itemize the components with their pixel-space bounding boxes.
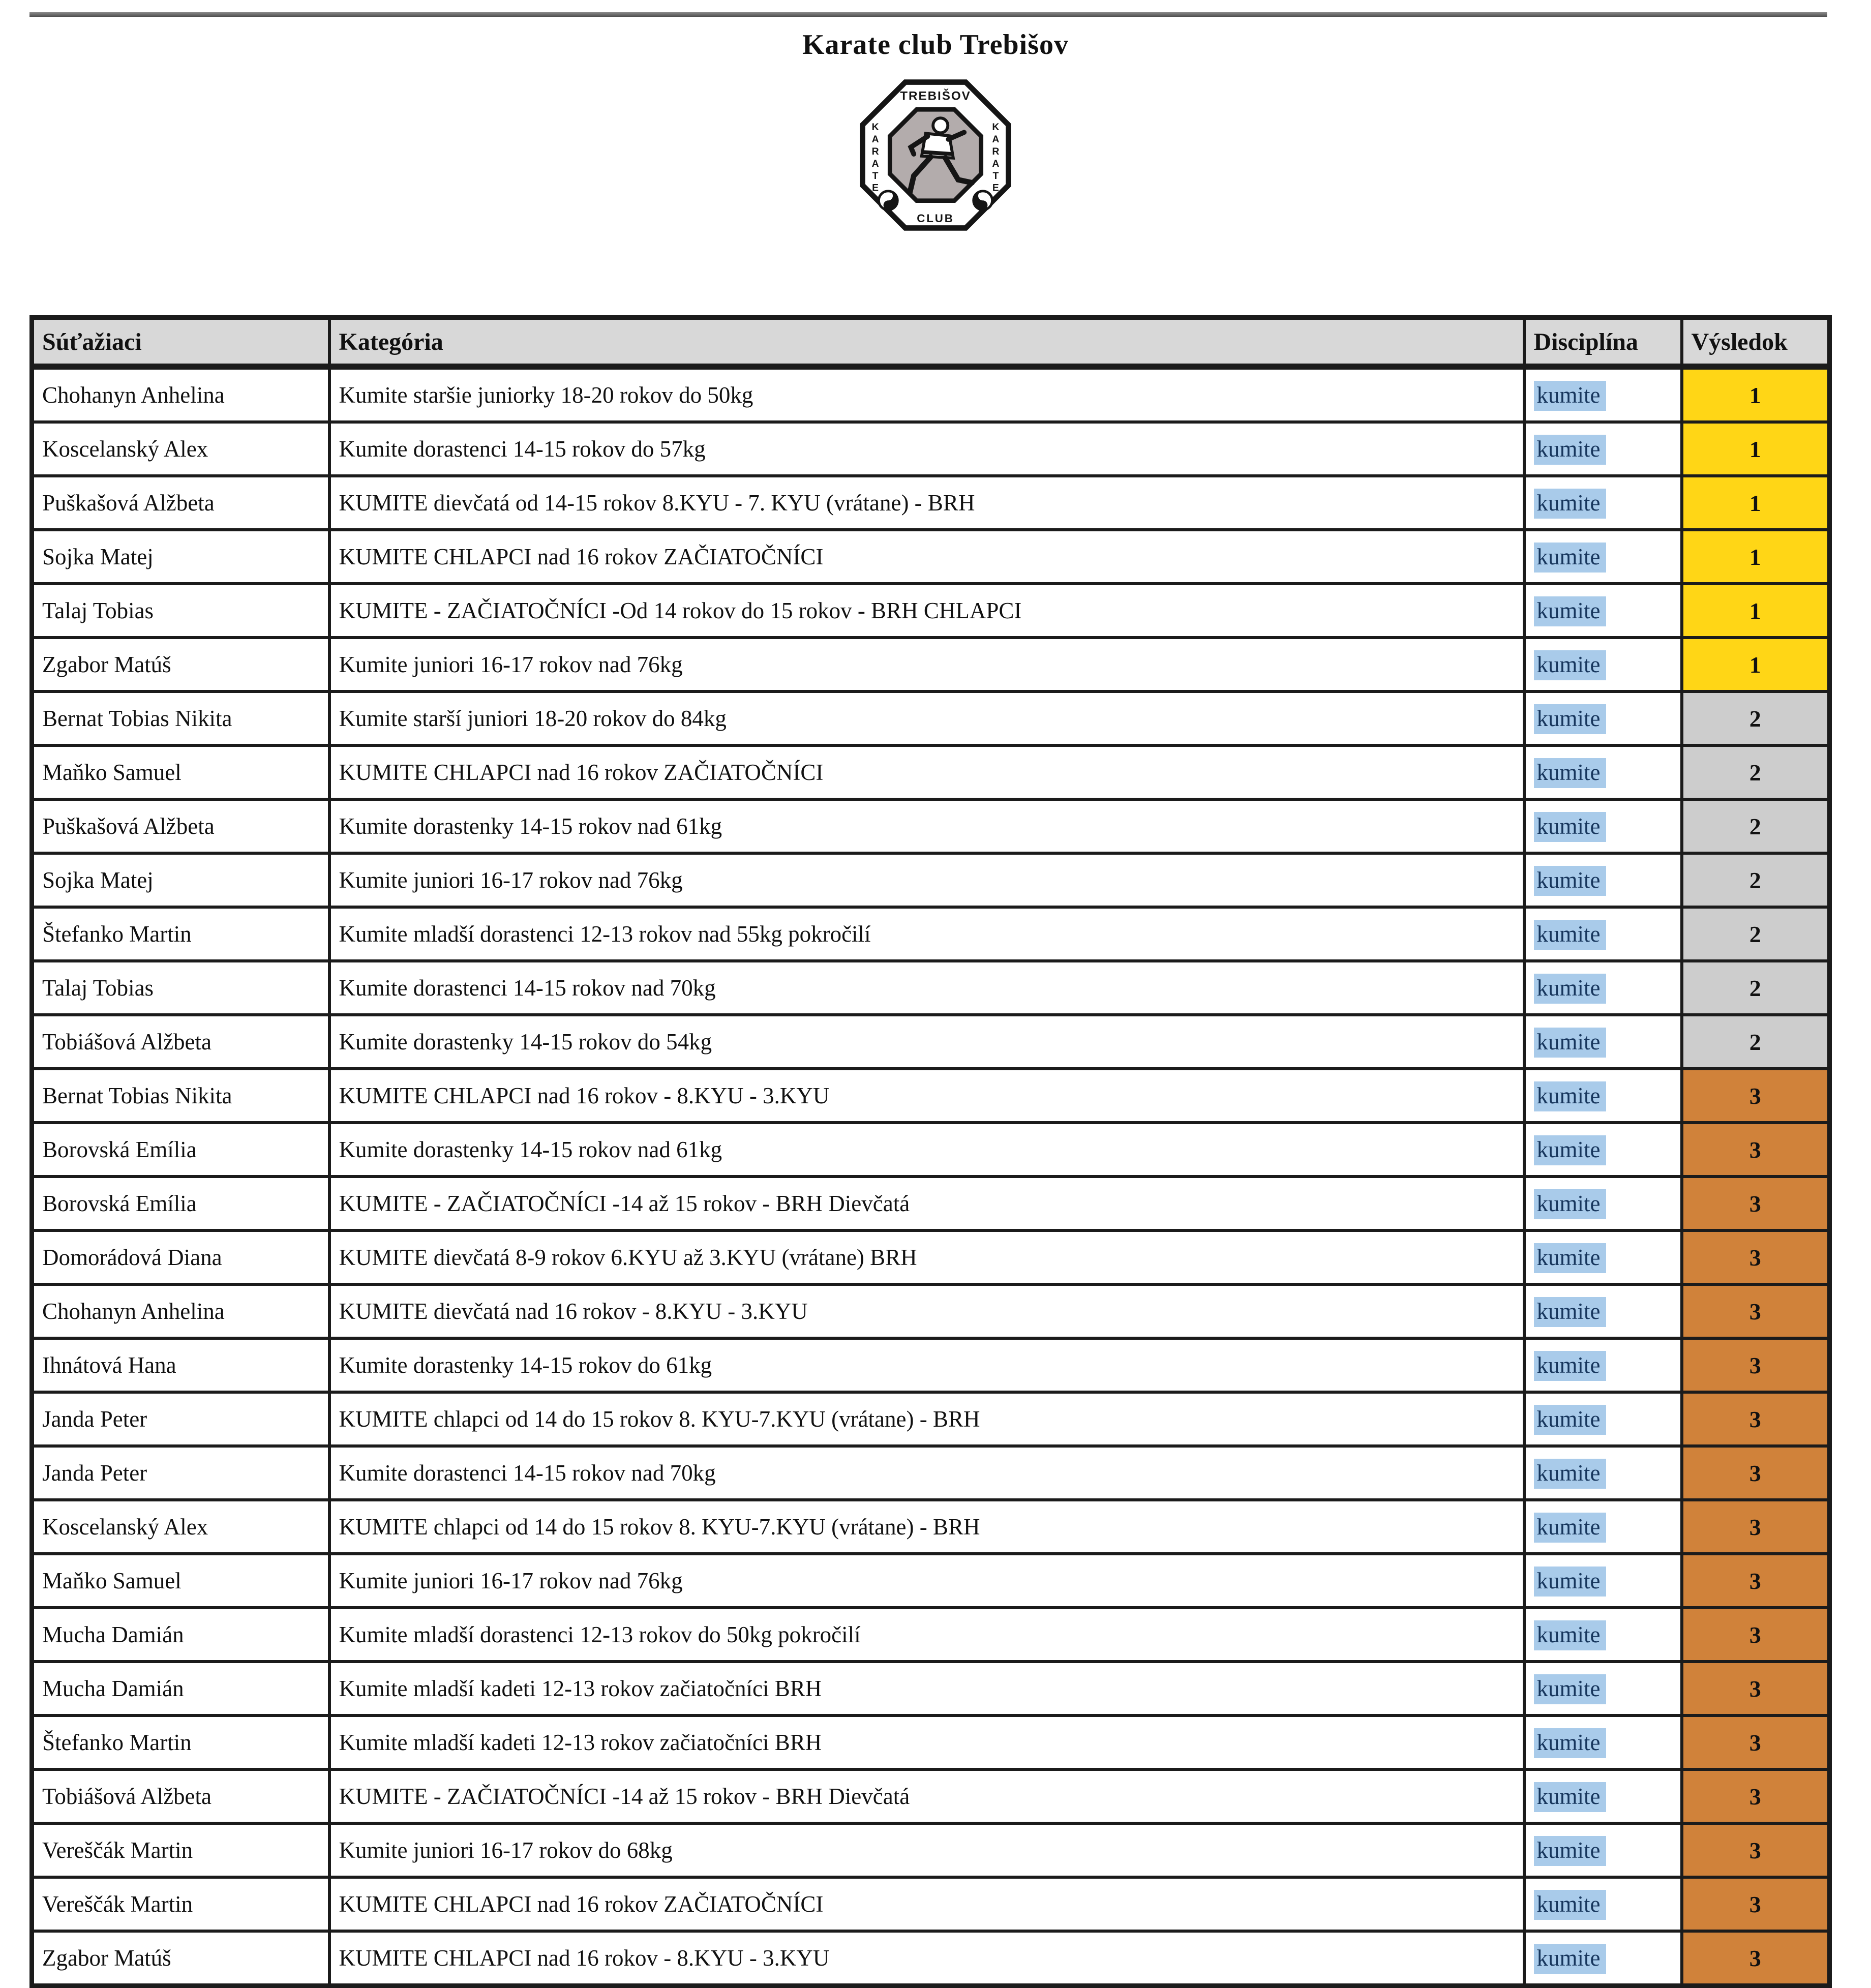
discipline-cell [1524,1769,1682,1823]
category-cell: KUMITE - ZAČIATOČNÍCI -Od 14 rokov do 15 rokov - BRH CHLAPCI [329,584,1524,638]
competitor-name-cell: Vereščák Martin [32,1877,329,1931]
discipline-cell [1524,1230,1682,1284]
discipline-highlight: kumite [1534,1674,1607,1704]
result-cell: 3 [1682,1877,1830,1931]
discipline-cell [1524,1284,1682,1338]
category-cell: Kumite dorastenky 14-15 rokov nad 61kg [329,799,1524,853]
result-cell: 3 [1682,1446,1830,1500]
table-row [32,584,1830,638]
table-row [32,1662,1830,1715]
logo-left-circle-icon [879,191,897,210]
table-row [32,1015,1830,1069]
competitor-name-cell: Zgabor Matúš [32,1931,329,1986]
competitor-name-cell: Chohanyn Anhelina [32,367,329,422]
column-header-result: Výsledok [1682,318,1830,367]
discipline-cell [1524,1177,1682,1230]
result-cell: 3 [1682,1931,1830,1986]
results-table-body [32,367,1830,1986]
results-table [29,315,1832,1988]
discipline-highlight: kumite [1534,974,1607,1004]
competitor-name-cell: Bernat Tobias Nikita [32,691,329,745]
result-cell: 1 [1682,476,1830,530]
category-cell: Kumite juniori 16-17 rokov nad 76kg [329,638,1524,691]
category-cell: Kumite juniori 16-17 rokov nad 76kg [329,853,1524,907]
competitor-name-cell: Vereščák Martin [32,1823,329,1877]
discipline-cell [1524,961,1682,1015]
table-row [32,1608,1830,1662]
result-cell: 3 [1682,1823,1830,1877]
result-cell: 3 [1682,1123,1830,1177]
category-cell: KUMITE chlapci od 14 do 15 rokov 8. KYU-7.KYU (vrátane) - BRH [329,1500,1524,1554]
discipline-cell [1524,367,1682,422]
discipline-highlight: kumite [1534,435,1607,465]
competitor-name-cell: Puškašová Alžbeta [32,476,329,530]
result-cell: 3 [1682,1715,1830,1769]
discipline-cell [1524,691,1682,745]
discipline-cell [1524,907,1682,961]
competitor-name-cell: Domorádová Diana [32,1230,329,1284]
table-row [32,1338,1830,1392]
discipline-cell [1524,1608,1682,1662]
result-cell: 3 [1682,1284,1830,1338]
competitor-name-cell: Mucha Damián [32,1608,329,1662]
category-cell: Kumite mladší kadeti 12-13 rokov začiatočníci BRH [329,1662,1524,1715]
discipline-highlight: kumite [1534,704,1607,734]
discipline-highlight: kumite [1534,1782,1607,1812]
table-header-row [32,318,1830,367]
category-cell: Kumite mladší kadeti 12-13 rokov začiatočníci BRH [329,1715,1524,1769]
discipline-highlight: kumite [1534,1028,1607,1058]
page-title: Karate club Trebišov [802,29,1069,61]
table-row [32,530,1830,584]
competitor-name-cell: Štefanko Martin [32,907,329,961]
competitor-name-cell: Ihnátová Hana [32,1338,329,1392]
discipline-highlight: kumite [1534,1620,1607,1650]
discipline-highlight: kumite [1534,920,1607,950]
table-row [32,1230,1830,1284]
table-row [32,1823,1830,1877]
discipline-highlight: kumite [1534,1890,1607,1920]
table-row [32,422,1830,476]
category-cell: KUMITE dievčatá od 14-15 rokov 8.KYU - 7. KYU (vrátane) - BRH [329,476,1524,530]
discipline-cell [1524,1931,1682,1986]
discipline-highlight: kumite [1534,1459,1607,1489]
discipline-highlight: kumite [1534,596,1607,626]
competitor-name-cell: Sojka Matej [32,853,329,907]
column-header-competitors: Súťažiaci [32,318,329,367]
result-cell: 3 [1682,1500,1830,1554]
discipline-cell [1524,1662,1682,1715]
result-cell: 2 [1682,745,1830,799]
discipline-highlight: kumite [1534,866,1607,896]
result-cell: 2 [1682,907,1830,961]
competitor-name-cell: Koscelanský Alex [32,1500,329,1554]
competitor-name-cell: Koscelanský Alex [32,422,329,476]
table-row [32,1554,1830,1608]
table-row [32,745,1830,799]
result-cell: 1 [1682,530,1830,584]
competitor-name-cell: Sojka Matej [32,530,329,584]
logo-bottom-text: CLUB [917,212,954,225]
logo-top-text: TREBIŠOV [900,89,971,103]
category-cell: Kumite staršie juniorky 18-20 rokov do 50kg [329,367,1524,422]
discipline-highlight: kumite [1534,812,1607,842]
result-cell: 1 [1682,367,1830,422]
column-header-discipline: Disciplína [1524,318,1682,367]
discipline-cell [1524,1015,1682,1069]
table-row [32,476,1830,530]
table-row [32,1877,1830,1931]
discipline-highlight: kumite [1534,1405,1607,1435]
category-cell: KUMITE - ZAČIATOČNÍCI -14 až 15 rokov - BRH Dievčatá [329,1769,1524,1823]
category-cell: KUMITE dievčatá nad 16 rokov - 8.KYU - 3.KYU [329,1284,1524,1338]
competitor-name-cell: Tobiášová Alžbeta [32,1769,329,1823]
result-cell: 3 [1682,1662,1830,1715]
table-row [32,1715,1830,1769]
discipline-highlight: kumite [1534,1567,1607,1597]
result-cell: 1 [1682,638,1830,691]
competitor-name-cell: Mucha Damián [32,1662,329,1715]
category-cell: KUMITE CHLAPCI nad 16 rokov - 8.KYU - 3.KYU [329,1931,1524,1986]
competitor-name-cell: Chohanyn Anhelina [32,1284,329,1338]
table-row [32,691,1830,745]
category-cell: KUMITE dievčatá 8-9 rokov 6.KYU až 3.KYU (vrátane) BRH [329,1230,1524,1284]
result-cell: 3 [1682,1392,1830,1446]
table-row [32,638,1830,691]
karate-club-logo [852,71,1019,239]
competitor-name-cell: Borovská Emília [32,1177,329,1230]
discipline-cell [1524,584,1682,638]
table-row [32,853,1830,907]
competitor-name-cell: Maňko Samuel [32,745,329,799]
category-cell: KUMITE CHLAPCI nad 16 rokov ZAČIATOČNÍCI [329,745,1524,799]
competitor-name-cell: Bernat Tobias Nikita [32,1069,329,1123]
category-cell: Kumite dorastenky 14-15 rokov do 54kg [329,1015,1524,1069]
category-cell: Kumite dorastenky 14-15 rokov nad 61kg [329,1123,1524,1177]
discipline-cell [1524,853,1682,907]
discipline-highlight: kumite [1534,1728,1607,1758]
competitor-name-cell: Štefanko Martin [32,1715,329,1769]
category-cell: Kumite dorastenci 14-15 rokov nad 70kg [329,1446,1524,1500]
club-emblem-icon [852,71,1019,239]
discipline-cell [1524,422,1682,476]
result-cell: 2 [1682,691,1830,745]
logo-right-text: KARATE [990,122,1002,195]
category-cell: Kumite mladší dorastenci 12-13 rokov do 50kg pokročilí [329,1608,1524,1662]
discipline-cell [1524,1338,1682,1392]
table-row [32,1284,1830,1338]
table-row [32,799,1830,853]
result-cell: 2 [1682,961,1830,1015]
discipline-cell [1524,1715,1682,1769]
category-cell: Kumite starší juniori 18-20 rokov do 84kg [329,691,1524,745]
discipline-highlight: kumite [1534,1081,1607,1111]
result-cell: 3 [1682,1554,1830,1608]
discipline-highlight: kumite [1534,1351,1607,1381]
result-cell: 3 [1682,1608,1830,1662]
discipline-highlight: kumite [1534,1513,1607,1543]
result-cell: 2 [1682,853,1830,907]
table-row [32,1446,1830,1500]
result-cell: 3 [1682,1230,1830,1284]
discipline-cell [1524,476,1682,530]
discipline-highlight: kumite [1534,1297,1607,1327]
category-cell: Kumite mladší dorastenci 12-13 rokov nad 55kg pokročilí [329,907,1524,961]
discipline-cell [1524,1823,1682,1877]
result-cell: 1 [1682,422,1830,476]
table-row [32,1392,1830,1446]
competitor-name-cell: Janda Peter [32,1392,329,1446]
competitor-name-cell: Talaj Tobias [32,961,329,1015]
table-row [32,907,1830,961]
discipline-highlight: kumite [1534,1135,1607,1165]
category-cell: KUMITE CHLAPCI nad 16 rokov ZAČIATOČNÍCI [329,530,1524,584]
discipline-cell [1524,745,1682,799]
category-cell: KUMITE - ZAČIATOČNÍCI -14 až 15 rokov - BRH Dievčatá [329,1177,1524,1230]
discipline-highlight: kumite [1534,1944,1607,1974]
category-cell: Kumite dorastenci 14-15 rokov do 57kg [329,422,1524,476]
discipline-highlight: kumite [1534,489,1607,519]
table-row [32,1069,1830,1123]
discipline-cell [1524,530,1682,584]
result-cell: 3 [1682,1769,1830,1823]
category-cell: Kumite juniori 16-17 rokov nad 76kg [329,1554,1524,1608]
result-cell: 3 [1682,1177,1830,1230]
discipline-highlight: kumite [1534,1243,1607,1273]
competitor-name-cell: Maňko Samuel [32,1554,329,1608]
top-rule-divider [29,12,1827,17]
competitor-name-cell: Zgabor Matúš [32,638,329,691]
discipline-highlight: kumite [1534,650,1607,680]
table-row [32,1769,1830,1823]
logo-left-text: KARATE [869,122,881,195]
table-row [32,1123,1830,1177]
category-cell: KUMITE CHLAPCI nad 16 rokov ZAČIATOČNÍCI [329,1877,1524,1931]
competitor-name-cell: Tobiášová Alžbeta [32,1015,329,1069]
table-row [32,1177,1830,1230]
result-cell: 3 [1682,1338,1830,1392]
discipline-cell [1524,1500,1682,1554]
discipline-cell [1524,1392,1682,1446]
discipline-highlight: kumite [1534,1836,1607,1866]
competitor-name-cell: Borovská Emília [32,1123,329,1177]
discipline-cell [1524,638,1682,691]
category-cell: KUMITE chlapci od 14 do 15 rokov 8. KYU-7.KYU (vrátane) - BRH [329,1392,1524,1446]
column-header-category: Kategória [329,318,1524,367]
logo-right-circle-icon [974,191,992,210]
table-row [32,1931,1830,1986]
table-row [32,1500,1830,1554]
competitor-name-cell: Puškašová Alžbeta [32,799,329,853]
result-cell: 1 [1682,584,1830,638]
discipline-highlight: kumite [1534,1189,1607,1219]
table-row [32,961,1830,1015]
category-cell: Kumite dorastenky 14-15 rokov do 61kg [329,1338,1524,1392]
discipline-highlight: kumite [1534,758,1607,788]
category-cell: Kumite dorastenci 14-15 rokov nad 70kg [329,961,1524,1015]
category-cell: Kumite juniori 16-17 rokov do 68kg [329,1823,1524,1877]
discipline-cell [1524,1877,1682,1931]
competitor-name-cell: Talaj Tobias [32,584,329,638]
discipline-highlight: kumite [1534,381,1607,411]
discipline-cell [1524,1446,1682,1500]
category-cell: KUMITE CHLAPCI nad 16 rokov - 8.KYU - 3.KYU [329,1069,1524,1123]
competitor-name-cell: Janda Peter [32,1446,329,1500]
result-cell: 2 [1682,1015,1830,1069]
table-row [32,367,1830,422]
result-cell: 2 [1682,799,1830,853]
discipline-cell [1524,1069,1682,1123]
discipline-cell [1524,1123,1682,1177]
discipline-highlight: kumite [1534,543,1607,573]
discipline-cell [1524,1554,1682,1608]
discipline-cell [1524,799,1682,853]
result-cell: 3 [1682,1069,1830,1123]
